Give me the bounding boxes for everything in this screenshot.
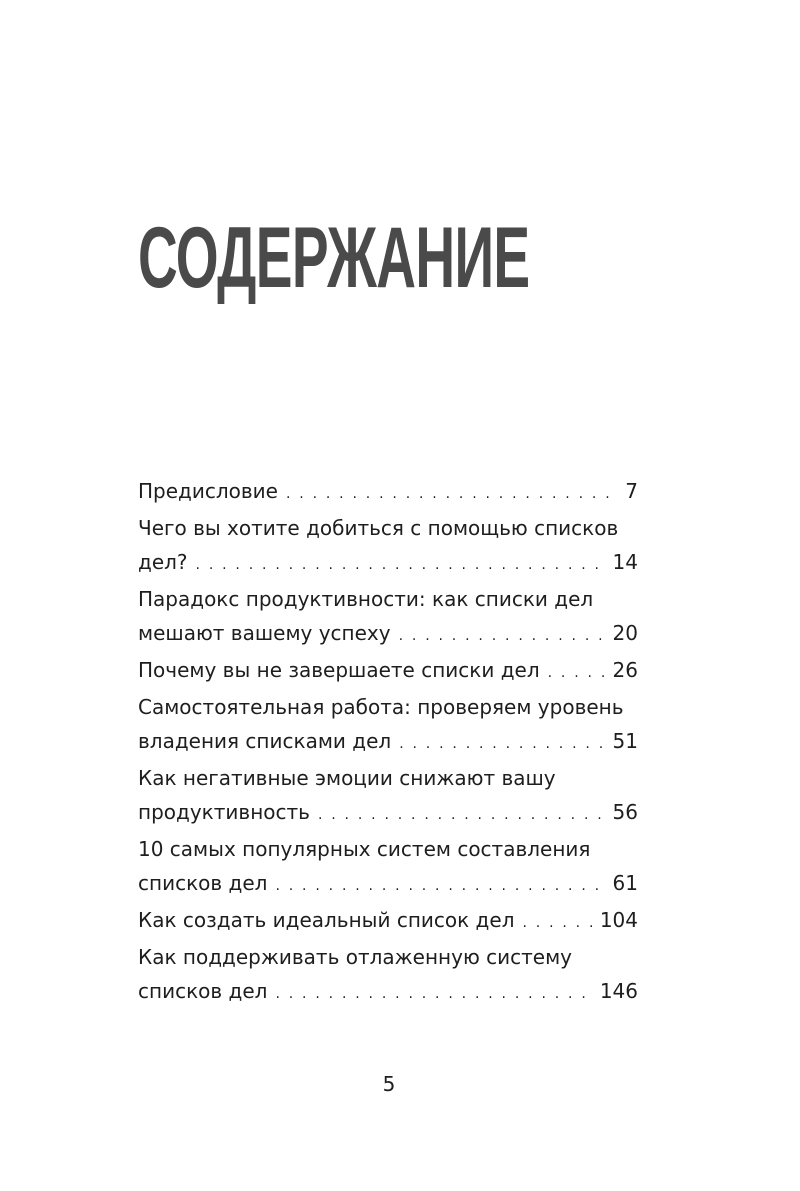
toc-entry-goals[interactable]: [138, 511, 638, 582]
toc-page-number: 61: [612, 871, 638, 895]
toc-page-number: 56: [612, 800, 638, 824]
toc-entry-title: 10 самых популярных систем составления: [138, 837, 591, 861]
toc-line: [138, 724, 638, 761]
page-number-footer: 5: [382, 1072, 396, 1096]
toc-line: [138, 690, 638, 724]
toc-page-number: 146: [599, 979, 638, 1003]
toc-page-number: 7: [625, 479, 638, 503]
toc-page-number: 104: [599, 908, 638, 932]
table-of-contents: [138, 474, 638, 1011]
toc-entry-title: Как поддерживать отлаженную систему: [138, 945, 573, 969]
toc-page-number: 20: [612, 621, 638, 645]
toc-line: [138, 474, 638, 511]
dot-leader: [275, 977, 593, 1011]
dot-leader: [522, 906, 593, 940]
toc-line: [138, 545, 638, 582]
toc-line: [138, 582, 638, 616]
toc-entry-title: Парадокс продуктивности: как списки дел: [138, 587, 594, 611]
toc-entry-title: Самостоятельная работа: проверяем уровень: [138, 695, 624, 719]
dot-leader: [196, 548, 607, 582]
toc-entry-maintain[interactable]: [138, 940, 638, 1011]
toc-entry-why[interactable]: [138, 653, 638, 690]
toc-entry-title: Как создать идеальный список дел: [138, 908, 515, 932]
toc-line: [138, 616, 638, 653]
toc-line: [138, 761, 638, 795]
toc-line: [138, 866, 638, 903]
toc-entry-systems[interactable]: [138, 832, 638, 903]
toc-entry-emotions[interactable]: [138, 761, 638, 832]
toc-entry-ideal-list[interactable]: [138, 903, 638, 940]
toc-entry-title: Почему вы не завершаете списки дел: [138, 658, 540, 682]
toc-entry-self-work[interactable]: [138, 690, 638, 761]
toc-page-number: 51: [612, 729, 638, 753]
toc-entry-title: Чего вы хотите добиться с помощью списков: [138, 516, 619, 540]
dot-leader: [399, 619, 607, 653]
toc-entry-title-cont: продуктивность: [138, 800, 310, 824]
toc-line: [138, 832, 638, 866]
toc-line: [138, 653, 638, 690]
toc-page-number: 26: [612, 658, 638, 682]
toc-entry-title-cont: списков дел: [138, 871, 268, 895]
dot-leader: [275, 869, 606, 903]
toc-entry-title-cont: списков дел: [138, 979, 268, 1003]
toc-line: [138, 795, 638, 832]
dot-leader: [548, 656, 607, 690]
toc-page-number: 14: [612, 550, 638, 574]
toc-entry-title: Как негативные эмоции снижают вашу: [138, 766, 556, 790]
toc-line: [138, 940, 638, 974]
toc-entry-title-cont: мешают вашему успеху: [138, 621, 391, 645]
dot-leader: [399, 727, 606, 761]
dot-leader: [286, 477, 612, 511]
toc-entry-foreword[interactable]: [138, 474, 638, 511]
toc-line: [138, 903, 638, 940]
dot-leader: [318, 798, 607, 832]
toc-entry-title-cont: владения списками дел: [138, 729, 392, 753]
toc-entry-title: Предисловие: [138, 479, 278, 503]
toc-line: [138, 974, 638, 1011]
page-title: СОДЕРЖАНИЕ: [138, 210, 530, 306]
toc-line: [138, 511, 638, 545]
toc-entry-paradox[interactable]: [138, 582, 638, 653]
toc-entry-title-cont: дел?: [138, 550, 188, 574]
